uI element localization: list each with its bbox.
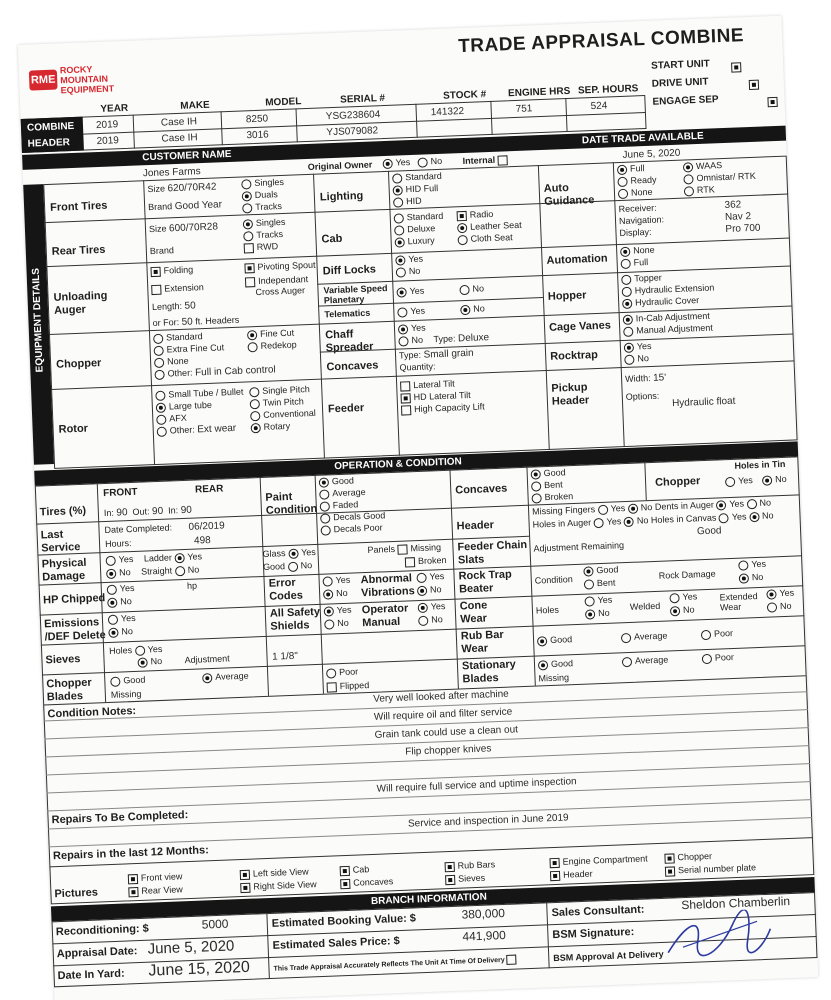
stationary-label: Stationary Blades [461,658,517,686]
rtc-bent[interactable]: Bent [584,577,616,589]
header-serial: YJS079082 [326,125,379,139]
hopper-topper[interactable]: Topper [621,272,662,284]
unloading-label: Unloading Auger [53,289,108,317]
col-year: YEAR [100,102,129,115]
paint-average[interactable]: Average [319,487,366,499]
logo-line2: MOUNTAIN [60,73,109,86]
combine-serial: YSG238604 [325,109,381,123]
last-service-hours: Hours: 498 [104,534,211,550]
rub-average[interactable]: Average [621,631,668,643]
paint-label: Paint Condition [265,490,318,517]
unloading-independent[interactable]: Independant Cross Auger [245,274,309,297]
ag-ready[interactable]: Ready [617,175,656,187]
engage-sep-check[interactable] [767,97,777,107]
rub-bar-label: Rub Bar Wear [460,628,504,656]
error-no[interactable]: No [323,588,348,600]
auto-guidance-label: Auto Guidance [543,181,595,208]
ag-receiver-val: 362 [724,199,742,212]
rtc-no[interactable]: No [739,572,764,584]
physical-no[interactable]: No Straight No [106,564,199,578]
ag-display-val: Pro 700 [725,222,761,235]
rear-singles[interactable]: Singles [243,217,286,229]
physical-label: Physical Damage [41,556,87,584]
form-title: TRADE APPRAISAL COMBINE [457,25,745,58]
pic-rub[interactable]: Rub Bars [445,859,496,872]
rotor-twin[interactable]: Twin Pitch [250,396,304,409]
pickup-options: Options: [625,390,660,402]
col-make: MAKE [180,99,210,112]
last-service-label: Last Service [40,528,81,555]
concaves-good[interactable]: Good [530,467,565,479]
unloading-extension[interactable]: Extension [151,282,204,295]
bsm-signature [662,909,774,963]
owner-yes[interactable]: Yes [382,157,410,169]
note-line-1: Very well looked after machine [373,688,509,705]
physical-yes[interactable]: Yes Ladder Yes [105,551,202,565]
concaves-broken[interactable]: Broken [531,491,573,503]
note-line-2: Will require oil and filter service [373,706,513,723]
owner-no[interactable]: No [417,156,442,168]
ext-no[interactable]: No [767,601,792,613]
glass[interactable]: Glass Yes [262,546,316,559]
customer-name-label: CUSTOMER NAME [142,148,232,164]
concaves-c-label: Concaves [455,482,508,497]
automation-label: Automation [546,252,608,267]
lighting-hid-full[interactable]: HID Full [392,183,438,195]
combine-label: COMBINE [26,120,75,134]
start-unit-check[interactable] [731,62,741,72]
rub-poor[interactable]: Poor [701,628,733,640]
condition-notes-label: Condition Notes: [47,704,137,721]
front-tires-label: Front Tires [49,199,108,214]
rotor-afx[interactable]: AFX [156,413,187,425]
header-year: 2019 [96,135,120,148]
sieves-holes-no[interactable]: No Adjustment 1 1/8" [137,651,298,669]
tel-yes[interactable]: Yes [397,306,425,318]
rtc-good[interactable]: Good [583,564,618,576]
tires-values: In: 90 Out: 90 In: 90 [103,504,193,519]
ag-omnistar[interactable]: Omnistar/ RTK [683,171,756,184]
em-yes[interactable]: Yes [108,613,136,625]
concaves-qty: Quantity: [399,361,436,373]
pic-front[interactable]: Front view [128,871,183,884]
note-line-3: Grain tank could use a clean out [374,724,519,741]
st-missing: Missing [538,672,570,684]
all-safety-label: All Safety Shields [269,605,321,633]
paint-decals-poor[interactable]: Decals Poor [320,522,382,535]
rocktrap-label: Rocktrap [549,348,599,363]
abnormal-label: Abnormal Vibrations [360,572,415,599]
hp-chipped-label: HP Chipped [42,592,106,607]
rt-no[interactable]: No [624,353,649,365]
pic-rear[interactable]: Rear View [128,884,183,897]
cage-vanes-label: Cage Vanes [548,319,612,334]
error-yes[interactable]: Yes [322,575,350,587]
feeder-high[interactable]: High Capacity Lift [401,401,485,415]
panels-broken[interactable]: Broken [405,555,447,567]
header-c-label: Header [456,519,495,533]
cab-luxury[interactable]: Luxury [394,235,434,247]
front-brand: Brand Good Year [147,199,223,213]
booking-value: 380,000 [461,905,506,922]
chopper-redekop[interactable]: Redekop [247,340,296,352]
tires-pct-label: Tires (%) [39,504,87,519]
cab-radio[interactable]: Radio [457,209,494,221]
rear-brand: Brand [149,245,175,257]
logo-line1: ROCKY [59,64,93,76]
cab-standard[interactable]: Standard [394,211,444,224]
rtc-rock-damage: Rock Damage [658,568,716,581]
cone-welded: Welded [629,600,661,612]
st-average[interactable]: Average [622,655,669,667]
combine-stock: 141322 [430,105,465,119]
header-make: Case IH [161,132,198,145]
recon-label: Reconditioning: $ [55,922,149,939]
rear-tracks[interactable]: Tracks [243,229,283,241]
repairs12-label: Repairs in the last 12 Months: [52,844,210,863]
diff-yes[interactable]: Yes [395,254,423,266]
safety-yes[interactable]: Yes [324,605,352,617]
paint-decals-good[interactable]: Decals Good [320,510,385,523]
combine-model: 8250 [245,113,269,126]
safety-no[interactable]: No [324,618,349,630]
adjustment-remaining: Adjustment Remaining [533,540,625,554]
rear-rwd[interactable]: RWD [244,241,279,253]
pic-sieves[interactable]: Sieves [445,873,485,885]
engage-sep-label: ENGAGE SEP [652,94,719,108]
yard-value: June 15, 2020 [148,958,251,980]
cb-poor[interactable]: Poor [326,666,358,678]
rotor-label: Rotor [58,422,89,436]
col-engine-hrs: ENGINE HRS [507,85,571,100]
chaff-label: Chaff Spreader [325,328,374,355]
holes-in-tin: Holes in Tin [734,458,786,471]
col-sep-hours: SEP. HOURS [577,83,639,97]
abn-yes[interactable]: Yes [416,571,444,583]
variable-speed-label: Variable Speed Planetary [323,283,388,306]
consultant-label: Sales Consultant: [551,903,645,920]
col-model: MODEL [265,96,302,109]
cone-holes: Holes [535,604,560,616]
header-label: HEADER [27,137,71,150]
rub-good[interactable]: Good [537,634,572,646]
pic-right[interactable]: Right Side View [240,879,317,893]
cb-flipped[interactable]: Flipped [327,680,370,692]
bsm-approval: BSM Approval At Delivery [553,948,664,964]
ag-navigation-val: Nav 2 [724,211,752,223]
chopper-blades-label: Chopper Blades [46,676,92,704]
date-trade-label: DATE TRADE AVAILABLE [581,130,704,147]
emissions-label: Emissions /DEF Delete [43,616,106,644]
operation-title: OPERATION & CONDITION [334,456,462,473]
repairs12-value: Service and inspection in June 2019 [407,812,569,830]
chopper-other[interactable]: Other: Full in Cab control [154,364,275,380]
front-singles[interactable]: Singles [241,177,284,189]
recon-value: 5000 [201,916,229,932]
unloading-or-for: or For: 50 ft. Headers [152,314,240,329]
holes-auger[interactable]: Holes in Auger Yes No Holes in Canvas Yes No [532,510,774,530]
rear-tires-label: Rear Tires [51,243,106,258]
chaff-yes[interactable]: Yes [398,323,426,335]
unloading-folding[interactable]: Folding [150,264,193,276]
rme-logo [29,60,140,98]
paint-good[interactable]: Good [319,475,354,487]
st-poor[interactable]: Poor [702,652,734,664]
drive-unit-label: DRIVE UNIT [651,76,709,90]
telematics-label: Telematics [324,307,371,320]
sieves-holes[interactable]: Holes Yes [108,643,163,656]
price-value: 441,900 [462,927,507,944]
col-serial: SERIAL # [339,92,386,106]
cab-deluxe[interactable]: Deluxe [394,223,435,235]
pickup-options-val: Hydraulic float [671,395,736,410]
combine-sep-hours: 524 [590,100,608,113]
pic-cab[interactable]: Cab [340,864,370,876]
rear-size: Size 600/70R28 [148,221,219,235]
tires-front: FRONT [102,486,138,500]
cv-manual[interactable]: Manual Adjustment [623,323,713,337]
ext-yes[interactable]: Yes [766,588,794,600]
st-good[interactable]: Good [538,658,573,670]
front-size: Size 620/70R42 [147,181,217,195]
branch-title: BRANCH INFORMATION [370,891,488,908]
price-label: Estimated Sales Price: $ [272,935,400,952]
cv-incab[interactable]: In-Cab Adjustment [623,311,710,325]
ag-display: Display: [619,226,652,239]
cone-extended: Extended Wear [719,591,758,613]
cb-average[interactable]: Average [202,671,249,683]
date-trade-value: June 5, 2020 [622,147,681,161]
cone-wear-label: Cone Wear [459,599,488,626]
chopper-c-label: Chopper [654,475,701,489]
disclaimer[interactable]: This Trade Appraisal Accurately Reflects The Unit At Time Of Delivery [273,954,519,973]
cone-holes-no[interactable]: No [585,608,610,620]
chopper-label: Chopper [55,357,102,371]
pic-header[interactable]: Header [550,869,593,881]
pic-engine[interactable]: Engine Compartment [549,853,647,867]
pic-chopper[interactable]: Chopper [664,851,712,863]
sieves-label: Sieves [45,653,81,667]
welded-yes[interactable]: Yes [669,591,697,603]
hp-yes[interactable]: Yes hp [107,581,198,595]
diff-locks-label: Diff Locks [322,263,377,278]
lighting-standard[interactable]: Standard [392,171,442,184]
pickup-width: Width: 15' [624,372,667,384]
vs-yes[interactable]: Yes [396,286,424,298]
cb-missing: Missing [110,688,142,700]
op-yes[interactable]: Yes [418,601,446,613]
feeder-chain-label: Feeder Chain Slats [457,538,528,567]
feeder-hd[interactable]: HD Lateral Tilt [400,390,470,403]
appraisal-form [18,16,818,1000]
note-line-4: Flip chopper knives [405,743,492,758]
customer-name: Jones Farms [142,166,201,180]
drive-unit-check[interactable] [749,79,759,89]
original-owner-label: Original Owner [307,159,373,172]
cab-leather[interactable]: Leather Seat [457,220,522,233]
ag-navigation: Navigation: [618,214,665,227]
ag-full[interactable]: Full [617,163,645,175]
panels[interactable]: Panels Missing [367,542,442,555]
tin-yes[interactable]: Yes [725,475,753,487]
pic-left[interactable]: Left side View [240,866,309,879]
em-no[interactable]: No [108,626,133,638]
unloading-length: Length: 50 [151,300,196,313]
op-no[interactable]: No [418,614,443,626]
chaff-no[interactable]: No Type: Deluxe [398,332,489,347]
welded-no[interactable]: No [670,604,695,616]
hopper-ext[interactable]: Hydraulic Extension [622,282,715,296]
yard-label: Date In Yard: [57,967,125,983]
concaves-bent[interactable]: Bent [531,479,563,491]
chopper-standard[interactable]: Standard [153,331,203,344]
rock-trap-c-label: Rock Trap Beater [458,568,512,596]
rtc-condition: Condition [534,574,573,586]
paint-faded[interactable]: Faded [320,499,359,511]
booking-label: Estimated Booking Value: $ [271,912,417,930]
ag-receiver: Receiver: [618,202,657,215]
header-model: 3016 [246,129,269,142]
concaves-type: Type: Small grain [398,347,474,361]
feeder-lateral[interactable]: Lateral Tilt [400,379,455,392]
abn-no[interactable]: No [417,584,442,596]
appraisal-date-value: June 5, 2020 [147,937,235,958]
ag-rtk[interactable]: RTK [684,184,715,196]
front-tracks[interactable]: Tracks [242,201,282,213]
logo-line3: EQUIPMENT [60,83,115,96]
tires-rear: REAR [194,483,224,496]
rotor-large[interactable]: Large tube [156,400,212,413]
rotor-single[interactable]: Single Pitch [249,384,310,397]
lighting-label: Lighting [319,189,364,204]
vs-no[interactable]: No [459,283,484,295]
ag-waas[interactable]: WAAS [683,160,723,172]
chopper-extra[interactable]: Extra Fine Cut [153,342,224,355]
auto-none[interactable]: None [620,245,655,257]
glass-good[interactable]: Good No [262,560,313,572]
rotor-rotary[interactable]: Rotary [251,421,291,433]
chopper-none[interactable]: None [154,356,189,368]
front-duals[interactable]: Duals [242,189,278,201]
pic-serial[interactable]: Serial number plate [665,862,756,876]
appraisal-date-label: Appraisal Date: [56,945,138,961]
cb-good[interactable]: Good [110,675,145,687]
rt-yes[interactable]: Yes [624,341,652,353]
hp-no[interactable]: No [107,596,132,608]
cone-holes-yes[interactable]: Yes [584,595,612,607]
col-stock: STOCK # [442,89,487,102]
rotor-conventional[interactable]: Conventional [250,408,316,421]
pic-concaves[interactable]: Concaves [340,876,393,889]
pickup-label: Pickup Header [551,381,590,408]
ag-none[interactable]: None [618,187,653,199]
diff-no[interactable]: No [396,266,421,278]
header-good: Good [696,525,722,538]
lighting-hid[interactable]: HID [393,196,422,208]
concaves-label: Concaves [326,359,379,374]
unloading-pivoting[interactable]: Pivoting Spout [244,260,315,273]
operator-manual-label: Operator Manual [361,602,409,629]
hopper-label: Hopper [547,289,587,303]
combine-engine-hrs: 751 [515,103,533,115]
error-codes-label: Error Codes [268,576,304,603]
internal-label[interactable]: Internal [462,154,510,166]
pictures-label: Pictures [54,886,99,901]
hopper-cover[interactable]: Hydraulic Cover [622,295,699,309]
start-unit-label: START UNIT [650,58,711,72]
cab-label: Cab [321,232,343,246]
bsm-signature-label: BSM Signature: [552,926,635,942]
consultant-value: Sheldon Chamberlin [681,894,791,913]
tel-no[interactable]: No [460,303,485,315]
rotor-other[interactable]: Other: Ext wear [157,423,237,438]
rotor-small[interactable]: Small Tube / Bullet [155,387,243,401]
cab-cloth[interactable]: Cloth Seat [457,232,512,245]
combine-year: 2019 [95,119,119,132]
logo-mark: RME [29,70,58,91]
last-service-date: Date Completed: 06/2019 [104,520,225,536]
feeder-label: Feeder [327,401,365,416]
combine-make: Case IH [160,116,198,129]
tin-no[interactable]: No [762,474,787,486]
chopper-fine[interactable]: Fine Cut [247,328,294,340]
missing-fingers[interactable]: Missing Fingers Yes No Dents in Auger Yes No [531,497,772,517]
repairs-label: Repairs To Be Completed: [51,809,189,827]
auto-full[interactable]: Full [620,257,648,269]
equipment-details-label: EQUIPMENT DETAILS [30,267,46,373]
repairs-value: Will require full service and uptime inspection [376,776,577,795]
rtc-yes[interactable]: Yes [738,559,766,571]
